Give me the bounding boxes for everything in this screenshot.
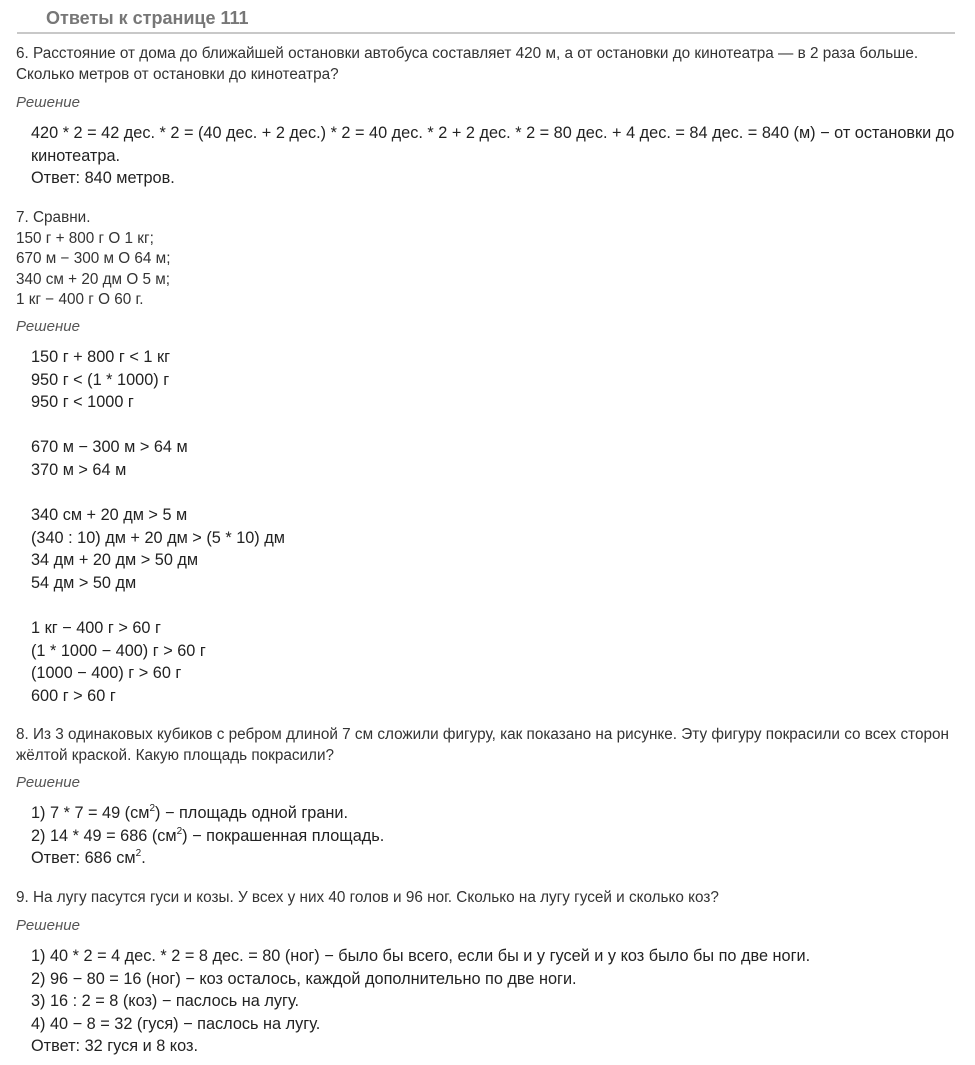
task-8 — [16, 725, 956, 875]
solution-line: 1) 7 * 7 = 49 $(см^2)$ − площадь одной грани. — [31, 803, 349, 822]
task-8-question: 8. Из 3 одинаковых кубиков с ребром длиной 7 см сложили фигуру, как показано на рисунке. Эту фигуру покрасили со всех сторон жёлтой краской. Какую площадь покрасили? — [16, 726, 949, 764]
task-6-solution — [31, 122, 956, 190]
solution-line: 370 м > 64 м — [31, 460, 127, 479]
page-title: Ответы к странице 111 — [46, 8, 249, 28]
task-9-solution-label: Решение — [16, 917, 80, 934]
task-7-solution-label: Решение — [16, 318, 80, 335]
solution-line: 1) 40 * 2 = 4 дес. * 2 = 8 дес. = 80 (ног) − было бы всего, если бы и у гусей и у коз было бы по две ноги. — [31, 947, 811, 965]
solution-line: 3) 16 : 2 = 8 (коз) − паслось на лугу. — [31, 992, 299, 1011]
page-header — [17, 6, 955, 34]
solution-line: 4) 40 − 8 = 32 (гуся) − паслось на лугу. — [31, 1014, 321, 1033]
group-gap — [31, 414, 285, 437]
question-line: 150 г + 800 г О 1 кг; — [16, 229, 154, 247]
solution-line: 670 м − 300 м > 64 м — [31, 438, 188, 457]
group-gap — [31, 482, 285, 505]
solution-line: 2) 96 − 80 = 16 (ног) − коз осталось, каждой дополнительно по две ноги. — [31, 969, 577, 988]
question-line: 1 кг − 400 г О 60 г. — [16, 291, 144, 308]
task-7 — [16, 208, 956, 708]
question-line: 340 см + 20 дм О 5 м; — [16, 270, 170, 288]
solution-line: (340 : 10) дм + 20 дм > (5 * 10) дм — [31, 528, 285, 547]
solution-line: (1000 − 400) г > 60 г — [31, 664, 182, 683]
solution-line: 950 г < (1 * 1000) г — [31, 370, 170, 389]
solution-line: 150 г + 800 г < 1 кг — [31, 348, 171, 366]
task-7-solution — [31, 346, 285, 708]
group-gap — [31, 595, 285, 618]
task-9-question: 9. На лугу пасутся гуси и козы. У всех у них 40 голов и 96 ног. Сколько на лугу гусей и сколько коз? — [16, 889, 719, 906]
task-8-solution-label: Решение — [16, 774, 80, 791]
solution-line: 54 дм > 50 дм — [31, 573, 137, 592]
task-9-solution — [31, 945, 810, 1058]
solution-answer: Ответ: 840 метров. — [31, 169, 175, 188]
task-9 — [16, 888, 956, 1063]
task-7-question — [16, 208, 956, 311]
task-6-question: 6. Расстояние от дома до ближайшей остановки автобуса составляет 420 м, а от остановки до кинотеатра — в 2 раза больше. Сколько метров от остановки до кинотеатра? — [16, 45, 919, 83]
solution-line: 2) 14 * 49 = 686 $(см^2)$ − покрашенная площадь. — [31, 825, 385, 845]
question-line: 7. Сравни. — [16, 209, 91, 226]
task-8-solution — [31, 802, 384, 870]
solution-line: 950 г < 1000 г — [31, 393, 134, 412]
solution-answer: Ответ: 32 гуся и 8 коз. — [31, 1037, 198, 1056]
task-6-solution-label: Решение — [16, 94, 80, 111]
solution-answer: Ответ: 686 $см^2$. — [31, 848, 146, 868]
solution-line: 340 см + 20 дм > 5 м — [31, 506, 188, 525]
solution-line: 1 кг − 400 г > 60 г — [31, 619, 161, 638]
solution-line: 420 * 2 = 42 дес. * 2 = (40 дес. + 2 дес.) * 2 = 40 дес. * 2 + 2 дес. * 2 = 80 дес. + 4 дес. = 84 дес. = 840 (м) − от остановки до кинотеатра. — [31, 124, 955, 165]
solution-line: (1 * 1000 − 400) г > 60 г — [31, 641, 206, 660]
solution-line: 600 г > 60 г — [31, 686, 116, 705]
task-6 — [16, 44, 956, 189]
solution-line: 34 дм + 20 дм > 50 дм — [31, 551, 199, 570]
question-line: 670 м − 300 м О 64 м; — [16, 250, 171, 267]
